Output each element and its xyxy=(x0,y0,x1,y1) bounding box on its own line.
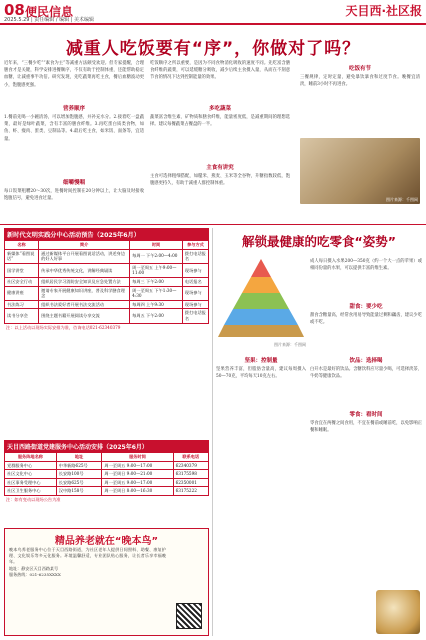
table-row xyxy=(5,309,209,323)
table-cell: 62340379 xyxy=(173,461,208,470)
newspaper-brand: 天目西·社区报 xyxy=(345,4,422,18)
text-drinks: 白开水是最好的饮品。含糖饮料应尽量少喝，可选择淡茶、牛奶等健康饮品。 xyxy=(310,367,422,380)
food-pyramid-image xyxy=(216,257,306,342)
table-cell: 新媒体“看图说话” xyxy=(5,249,39,263)
activity-table-title: 新时代文明实践分中心活动预告（2025年6月） xyxy=(4,228,209,240)
page-number: 08 xyxy=(4,1,25,19)
table-cell: 健康讲座 xyxy=(5,286,39,300)
photo-caption: 图片来源：千图网 xyxy=(386,197,418,202)
article-intro-left: 近年来，“三餐少吃”“素食为主”等减重方法颇受欢迎。但专家提醒，合理膳食才是关键，科学安排进餐顺序，不仅有助于控制体重，还能帮助稳定血糖，让减重事半功倍。研究发现，先吃蔬菜再吃主食，餐后血糖波动更小，饱腹感更强。 xyxy=(4,61,144,88)
subhead-staple: 主食有讲究 xyxy=(206,165,234,171)
snack-headline: 解锁最健康的吃零食“姿势” xyxy=(242,234,396,249)
col-header: 服务时间 xyxy=(102,453,173,462)
table-cell: 党群服务中心 xyxy=(5,461,57,470)
subhead-chew: 细嚼慢咽 xyxy=(62,180,85,186)
subhead-order: 营养顺序 xyxy=(62,106,85,112)
table-cell: 拨打电话报名 xyxy=(182,249,208,263)
col-header: 简介 xyxy=(39,241,130,250)
table-row xyxy=(5,478,209,487)
col-header: 参与方式 xyxy=(182,241,208,250)
table-cell: 社区卫生服务中心 xyxy=(5,487,57,496)
table-row xyxy=(5,487,209,496)
table-cell: 周一至周五 9:00—17:00 xyxy=(102,478,173,487)
service-table-title: 天目西路街道党建服务中心活动安排（2025年6月） xyxy=(4,440,209,452)
table-cell: 长安路625号 xyxy=(56,478,102,487)
elderly-care-ad xyxy=(4,528,209,636)
main-headline: 减重人吃饭要有“序”，你做对了吗？ xyxy=(65,39,361,59)
table-cell: 组织居民学习消防安全知识及应急处置方法 xyxy=(39,277,130,286)
table-cell: 中华新路625号 xyxy=(56,461,102,470)
subhead-meals: 吃饭有节 xyxy=(348,66,371,72)
col-header: 服务阵地名称 xyxy=(5,453,57,462)
table-cell: 62350001 xyxy=(173,478,208,487)
text-staple: 主食可选择粗细搭配，如糙米、燕麦、玉米等全谷物，升糖指数较低，饱腹感更持久，有助于减重人群控制体重。 xyxy=(150,174,290,187)
masthead xyxy=(0,0,426,22)
table-cell: 国学讲堂 xyxy=(5,263,39,277)
table-cell: 周一至周日 8:00—16:30 xyxy=(102,487,173,496)
table-cell: 每周五 下午2:00 xyxy=(130,309,183,323)
text-chew: 每口饭菜咀嚼20～30次，进餐时间控制在20分钟以上，让大脑及时接收饱腹信号，避免进食过量。 xyxy=(4,189,144,202)
service-note: 注：如有变动以现场公告为准 xyxy=(6,496,61,502)
subhead-drinks: 饮品：选择喝 xyxy=(349,358,383,364)
snack-photo xyxy=(376,590,420,634)
table-cell: 周一至周五 下午1:30—4:30 xyxy=(130,286,183,300)
article-intro-right: 吃饭顺序之所以重要，是因为不同食物消化吸收的速度不同。先吃富含膳食纤维的蔬菜，可以延缓糖分吸收，减少后续主食摄入量，从而在不刻意节食的情况下达到控制能量的效果。 xyxy=(150,61,290,81)
activity-note: 注：以上活动以现场实际安排为准，咨询电话021-62340379 xyxy=(6,324,121,330)
table-cell: 汉中路158号 xyxy=(56,487,102,496)
service-table xyxy=(4,452,209,504)
table-cell: 每周一 下午2:00—4:00 xyxy=(130,249,183,263)
subhead-sweets: 甜食：要少吃 xyxy=(349,304,383,310)
table-cell: 社区安全行动 xyxy=(5,277,39,286)
table-cell: 现场参与 xyxy=(182,286,208,300)
col-header: 名称 xyxy=(5,241,39,250)
table-cell: 周一至周五 9:00—17:00 xyxy=(102,461,173,470)
column-divider xyxy=(212,228,213,636)
table-row xyxy=(5,249,209,263)
table-cell: 书法练习 xyxy=(5,300,39,309)
table-cell: 长安路100号 xyxy=(56,470,102,479)
table-cell: 邀请专家开展健康知识讲座，普及科学膳食理念 xyxy=(39,286,130,300)
snack-intro: 成人每日摄入水果200—350克（约一个大一点的苹果）或相同份量的水果，可以提供丰富的维生素。 xyxy=(310,259,422,272)
masthead-rule xyxy=(0,23,426,25)
subhead-veg: 多吃蔬菜 xyxy=(208,106,231,112)
qr-code-icon xyxy=(176,603,202,629)
table-cell: 通过新媒体平台开展看图说话活动，讲述身边的好人好事 xyxy=(39,249,130,263)
table-cell: 每周三 下午2:00 xyxy=(130,277,183,286)
date-line: 2025.5.29 | 责任编辑 / 编辑 | 美术编辑 xyxy=(4,17,95,23)
text-order: 1.餐前先喝一小碗清汤，可以增加饱腹感，并补充水分。2.接着吃一盘蔬菜，最好是绿叶蔬菜，含有丰富的膳食纤维。3.再吃蛋白质类食物，如鱼、虾、瘦肉、蛋类、豆制品等。4.最后吃主食，如米饭、面条等，宜适量。 xyxy=(4,115,144,142)
table-cell: 周一至周日 9:00—21:00 xyxy=(102,470,173,479)
section-title: 便民信息 xyxy=(25,5,74,19)
table-row xyxy=(5,286,209,300)
food-photo xyxy=(300,138,420,204)
ad-body: 晚本鸟养老服务中心位于天目西路街道，为社区老年人提供日间照料、助餐、康复护理、文化娱乐等多元化服务。环境温馨舒适，专业团队贴心服务，让长者乐享幸福晚年。 xyxy=(9,547,166,565)
text-nuts: 坚果营养丰富，但脂肪含量高，建议每周摄入50—70克，平均每天10克左右。 xyxy=(216,367,306,380)
table-cell: 社区事务受理中心 xyxy=(5,478,57,487)
col-header: 联系电话 xyxy=(173,453,208,462)
subhead-nuts: 坚果：控制量 xyxy=(244,358,278,364)
table-cell: 电话报名 xyxy=(182,277,208,286)
table-row xyxy=(5,277,209,286)
table-cell: 63175222 xyxy=(173,487,208,496)
table-cell: 组织书法爱好者开展书法交流活动 xyxy=(39,300,130,309)
section-divider xyxy=(0,224,426,225)
text-meals: 三餐规律，定时定量，避免暴饮暴食和过度节食。晚餐宜清淡，睡前3小时不再进食。 xyxy=(300,75,420,88)
text-time: 零食宜在两餐之间食用，不宜在餐前或睡前吃，以免影响正餐和睡眠。 xyxy=(310,421,422,434)
table-cell: 现场参与 xyxy=(182,300,208,309)
table-cell: 拨打电话报名 xyxy=(182,309,208,323)
table-cell: 社区文化中心 xyxy=(5,470,57,479)
subhead-time: 零食：看时间 xyxy=(349,412,383,418)
pyramid-caption: 图片来源：千图网 xyxy=(274,342,306,347)
ad-phone: 服务热线：021-6235XXXX xyxy=(9,571,61,577)
table-cell: 读书分享会 xyxy=(5,309,39,323)
table-cell: 周一至周五 上午9:00—11:00 xyxy=(130,263,183,277)
text-veg: 蔬菜富含维生素、矿物质和膳食纤维，能量密度低，是减重期间的理想选择。建议每餐蔬菜占餐盘的一半。 xyxy=(150,115,290,128)
col-header: 时间 xyxy=(130,241,183,250)
table-cell: 每周四 上午9:30 xyxy=(130,300,183,309)
table-row xyxy=(5,461,209,470)
ad-address: 地址：静安区天目西路某号 xyxy=(9,565,59,571)
table-cell: 传承中华优秀传统文化，讲解经典诵读 xyxy=(39,263,130,277)
activity-table xyxy=(4,240,209,332)
table-cell: 现场参与 xyxy=(182,263,208,277)
table-row xyxy=(5,300,209,309)
ad-title: 精品养老就在“晚本鸟” xyxy=(54,536,159,547)
table-cell: 63175598 xyxy=(173,470,208,479)
col-header: 地址 xyxy=(56,453,102,462)
table-row xyxy=(5,470,209,479)
text-sweets: 甜食含糖量高，经常食用易导致能量过剩和龋齿，建议少吃或不吃。 xyxy=(310,313,422,326)
table-row xyxy=(5,263,209,277)
table-cell: 围绕主题书籍开展阅读分享交流 xyxy=(39,309,130,323)
